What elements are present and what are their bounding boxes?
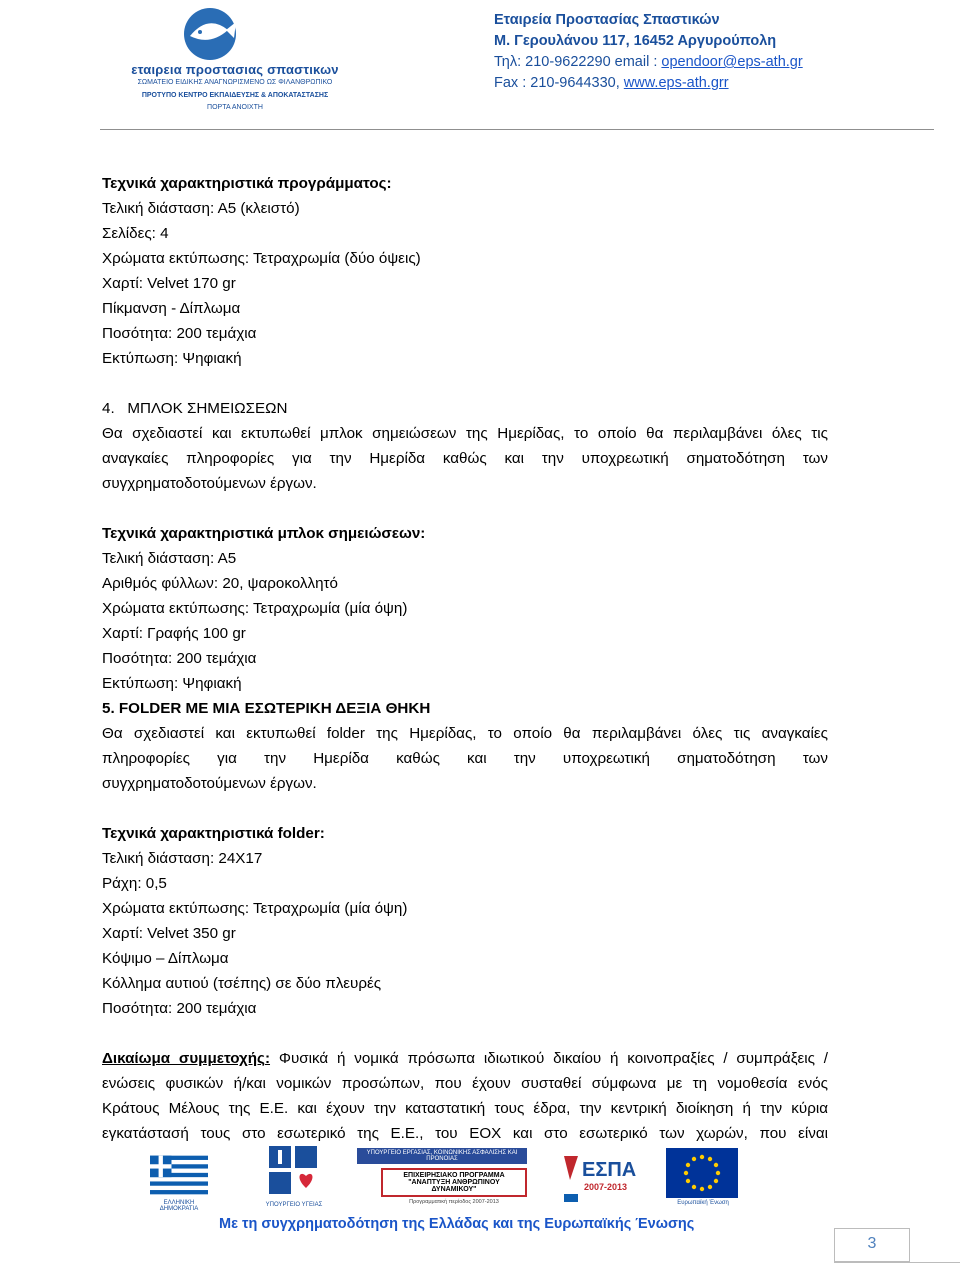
notebook-spec-item: Ποσότητα: 200 τεμάχια <box>102 650 257 667</box>
notebook-number: 4. <box>102 400 115 417</box>
page-number-box <box>834 1228 910 1262</box>
folder-spec-item: Κόψιμο – Δίπλωμα <box>102 950 229 967</box>
logo-line2: ΠΡΟΤΥΠΟ ΚΕΝΤΡΟ ΕΚΠΑΙΔΕΥΣΗΣ & ΑΠΟΚΑΤΑΣΤΑΣΗΣ <box>141 92 329 99</box>
participation-label: Δικαίωμα συμμετοχής <box>102 1050 265 1067</box>
folder-spec-item: Ποσότητα: 200 τεμάχια <box>102 1000 257 1017</box>
ministry-health-logo-icon <box>265 1142 321 1200</box>
program-spec-item: Σελίδες: 4 <box>102 225 169 242</box>
folder-specs-heading: Τεχνικά χαρακτηριστικά folder: <box>102 825 325 842</box>
logo-org-name: εταιρεια προστασιας σπαστικων <box>131 62 339 77</box>
program-spec-item: Πίκμανση - Δίπλωμα <box>102 300 241 317</box>
organization-logo <box>120 6 350 116</box>
participation-line: ενώσεις φυσικών ή/και νομικών προσώπων, που έχουν συσταθεί σύμφωνα με τη νομοθεσία ενός <box>102 1075 828 1092</box>
program-spec-item: Χαρτί: Velvet 170 gr <box>102 275 236 292</box>
espa-logo-icon <box>560 1150 638 1206</box>
eu-caption: Ευρωπαϊκή Ένωση <box>677 1200 729 1206</box>
folder-desc-line: συγχρηματοδοτούμενων έργων. <box>102 775 317 792</box>
espa-years: 2007-2013 <box>584 1182 628 1192</box>
greek-flag-icon <box>150 1154 208 1196</box>
logo-line1: ΣΩΜΑΤΕΙΟ ΕΙΔΙΚΗΣ ΑΝΑΓΝΩΡΙΣΜΕΝΟ ΩΣ ΦΙΛΑΝΘΡΩΠΙΚΟ <box>137 79 333 86</box>
epan-subtitle: Προγραμματική περίοδος 2007-2013 <box>409 1199 499 1205</box>
espa-label: ΕΣΠΑ <box>582 1159 637 1181</box>
program-spec-item: Χρώματα εκτύπωσης: Τετραχρωμία (δύο όψεις) <box>102 250 421 267</box>
folder-spec-item: Χρώματα εκτύπωσης: Τετραχρωμία (μία όψη) <box>102 900 408 917</box>
contact-name: Εταιρεία Προστασίας Σπαστικών <box>494 12 720 28</box>
folder-section-title: 5. FOLDER ΜΕ ΜΙΑ ΕΣΩΤΕΡΙΚΗ ΔΕΞΙΑ ΘΗΚΗ <box>102 700 431 717</box>
folder-desc-line: πληροφορίες για την Ημερίδα καθώς και την υποχρεωτική σηματοδότηση των <box>102 750 828 767</box>
notebook-spec-item: Χρώματα εκτύπωσης: Τετραχρωμία (μία όψη) <box>102 600 408 617</box>
page-number-rule <box>834 1262 960 1263</box>
folder-desc-line: Θα σχεδιαστεί και εκτυπωθεί folder της Ημερίδας, το οποίο θα περιλαμβάνει όλες τις αναγκαίες <box>102 725 828 742</box>
folder-spec-item: Ράχη: 0,5 <box>102 875 167 892</box>
epan-logo <box>357 1148 527 1208</box>
fax-text: Fax : 210-9644330, <box>494 75 624 91</box>
contact-fax-web <box>494 73 934 94</box>
notebook-specs-heading: Τεχνικά χαρακτηριστικά μπλοκ σημειώσεων: <box>102 525 426 542</box>
fish-logo-icon <box>180 6 240 61</box>
participation-text: Φυσικά ή νομικά πρόσωπα ιδιωτικού δικαίου ή κοινοπραξίες / συμπράξεις / <box>270 1050 828 1067</box>
participation-colon: : <box>264 1050 271 1067</box>
email-link[interactable]: opendoor@eps-ath.gr <box>661 54 803 70</box>
eu-flag-icon <box>666 1148 738 1198</box>
notebook-section-title <box>102 396 828 421</box>
phone-text: Τηλ: 210-9622290 email : <box>494 54 662 70</box>
notebook-spec-item: Τελική διάσταση: Α5 <box>102 550 237 567</box>
ministry-health-caption: ΥΠΟΥΡΓΕΙΟ ΥΓΕΙΑΣ <box>265 1202 323 1208</box>
notebook-spec-item: Χαρτί: Γραφής 100 gr <box>102 625 246 642</box>
program-specs-heading: Τεχνικά χαρακτηριστικά προγράμματος: <box>102 175 392 192</box>
participation-line: Κράτους Μέλους της Ε.Ε. και έχουν την καταστατική τους έδρα, την κεντρική διοίκηση ή την κύρια <box>102 1100 828 1117</box>
contact-address: Μ. Γερουλάνου 117, 16452 Αργυρούπολη <box>494 33 777 49</box>
document-body <box>102 171 828 1146</box>
page-number: 3 <box>867 1235 877 1252</box>
spacer <box>102 496 828 521</box>
website-link[interactable]: www.eps-ath.grr <box>623 75 729 91</box>
notebook-desc-line: αναγκαίες πληροφορίες για την Ημερίδα καθώς και την υποχρεωτική σηματοδότηση των <box>102 450 828 467</box>
program-spec-item: Ποσότητα: 200 τεμάχια <box>102 325 257 342</box>
contact-block <box>494 10 934 94</box>
notebook-desc-line: συγχρηματοδοτούμενων έργων. <box>102 475 317 492</box>
spacer <box>102 1021 828 1046</box>
notebook-spec-item: Αριθμός φύλλων: 20, ψαροκολλητό <box>102 575 338 592</box>
notebook-desc-line: Θα σχεδιαστεί και εκτυπωθεί μπλοκ σημειώσεων της Ημερίδας, το οποίο θα περιλαμβάνει όλες τις <box>102 425 828 442</box>
folder-spec-item: Τελική διάσταση: 24Χ17 <box>102 850 263 867</box>
program-spec-item: Εκτύπωση: Ψηφιακή <box>102 350 242 367</box>
greek-flag-caption: ΕΛΛΗΝΙΚΗ ΔΗΜΟΚΡΑΤΙΑ <box>159 1200 199 1212</box>
footer-logos <box>150 1142 830 1214</box>
spacer <box>102 371 828 396</box>
epan-title: ΕΠΙΧΕΙΡΗΣΙΑΚΟ ΠΡΟΓΡΑΜΜΑ "ΑΝΑΠΤΥΞΗ ΑΝΘΡΩΠΙΝΟΥ ΔΥΝΑΜΙΚΟΥ" <box>381 1168 527 1197</box>
spacer <box>102 796 828 821</box>
participation-line <box>102 1046 828 1071</box>
header-divider <box>100 129 934 130</box>
folder-spec-item: Κόλλημα αυτιού (τσέπης) σε δύο πλευρές <box>102 975 382 992</box>
notebook-title: ΜΠΛΟΚ ΣΗΜΕΙΩΣΕΩΝ <box>127 400 288 417</box>
participation-line: εγκατάστασή τους στο εσωτερικό της Ε.Ε., του ΕΟΧ και στο εσωτερικό των χωρών, που είναι <box>102 1125 828 1142</box>
program-spec-item: Τελική διάσταση: Α5 (κλειστό) <box>102 200 300 217</box>
notebook-spec-item: Εκτύπωση: Ψηφιακή <box>102 675 242 692</box>
contact-phone-email <box>494 52 934 73</box>
folder-spec-item: Χαρτί: Velvet 350 gr <box>102 925 236 942</box>
cofunding-statement: Με τη συγχρηματοδότηση της Ελλάδας και της Ευρωπαϊκής Ένωσης <box>219 1216 695 1232</box>
ministry-labour-text: ΥΠΟΥΡΓΕΙΟ ΕΡΓΑΣΙΑΣ, ΚΟΙΝΩΝΙΚΗΣ ΑΣΦΑΛΙΣΗΣ ΚΑΙ ΠΡΟΝΟΙΑΣ <box>357 1148 527 1164</box>
logo-line3: ΠΟΡΤΑ ΑΝΟΙΧΤΗ <box>207 104 263 111</box>
